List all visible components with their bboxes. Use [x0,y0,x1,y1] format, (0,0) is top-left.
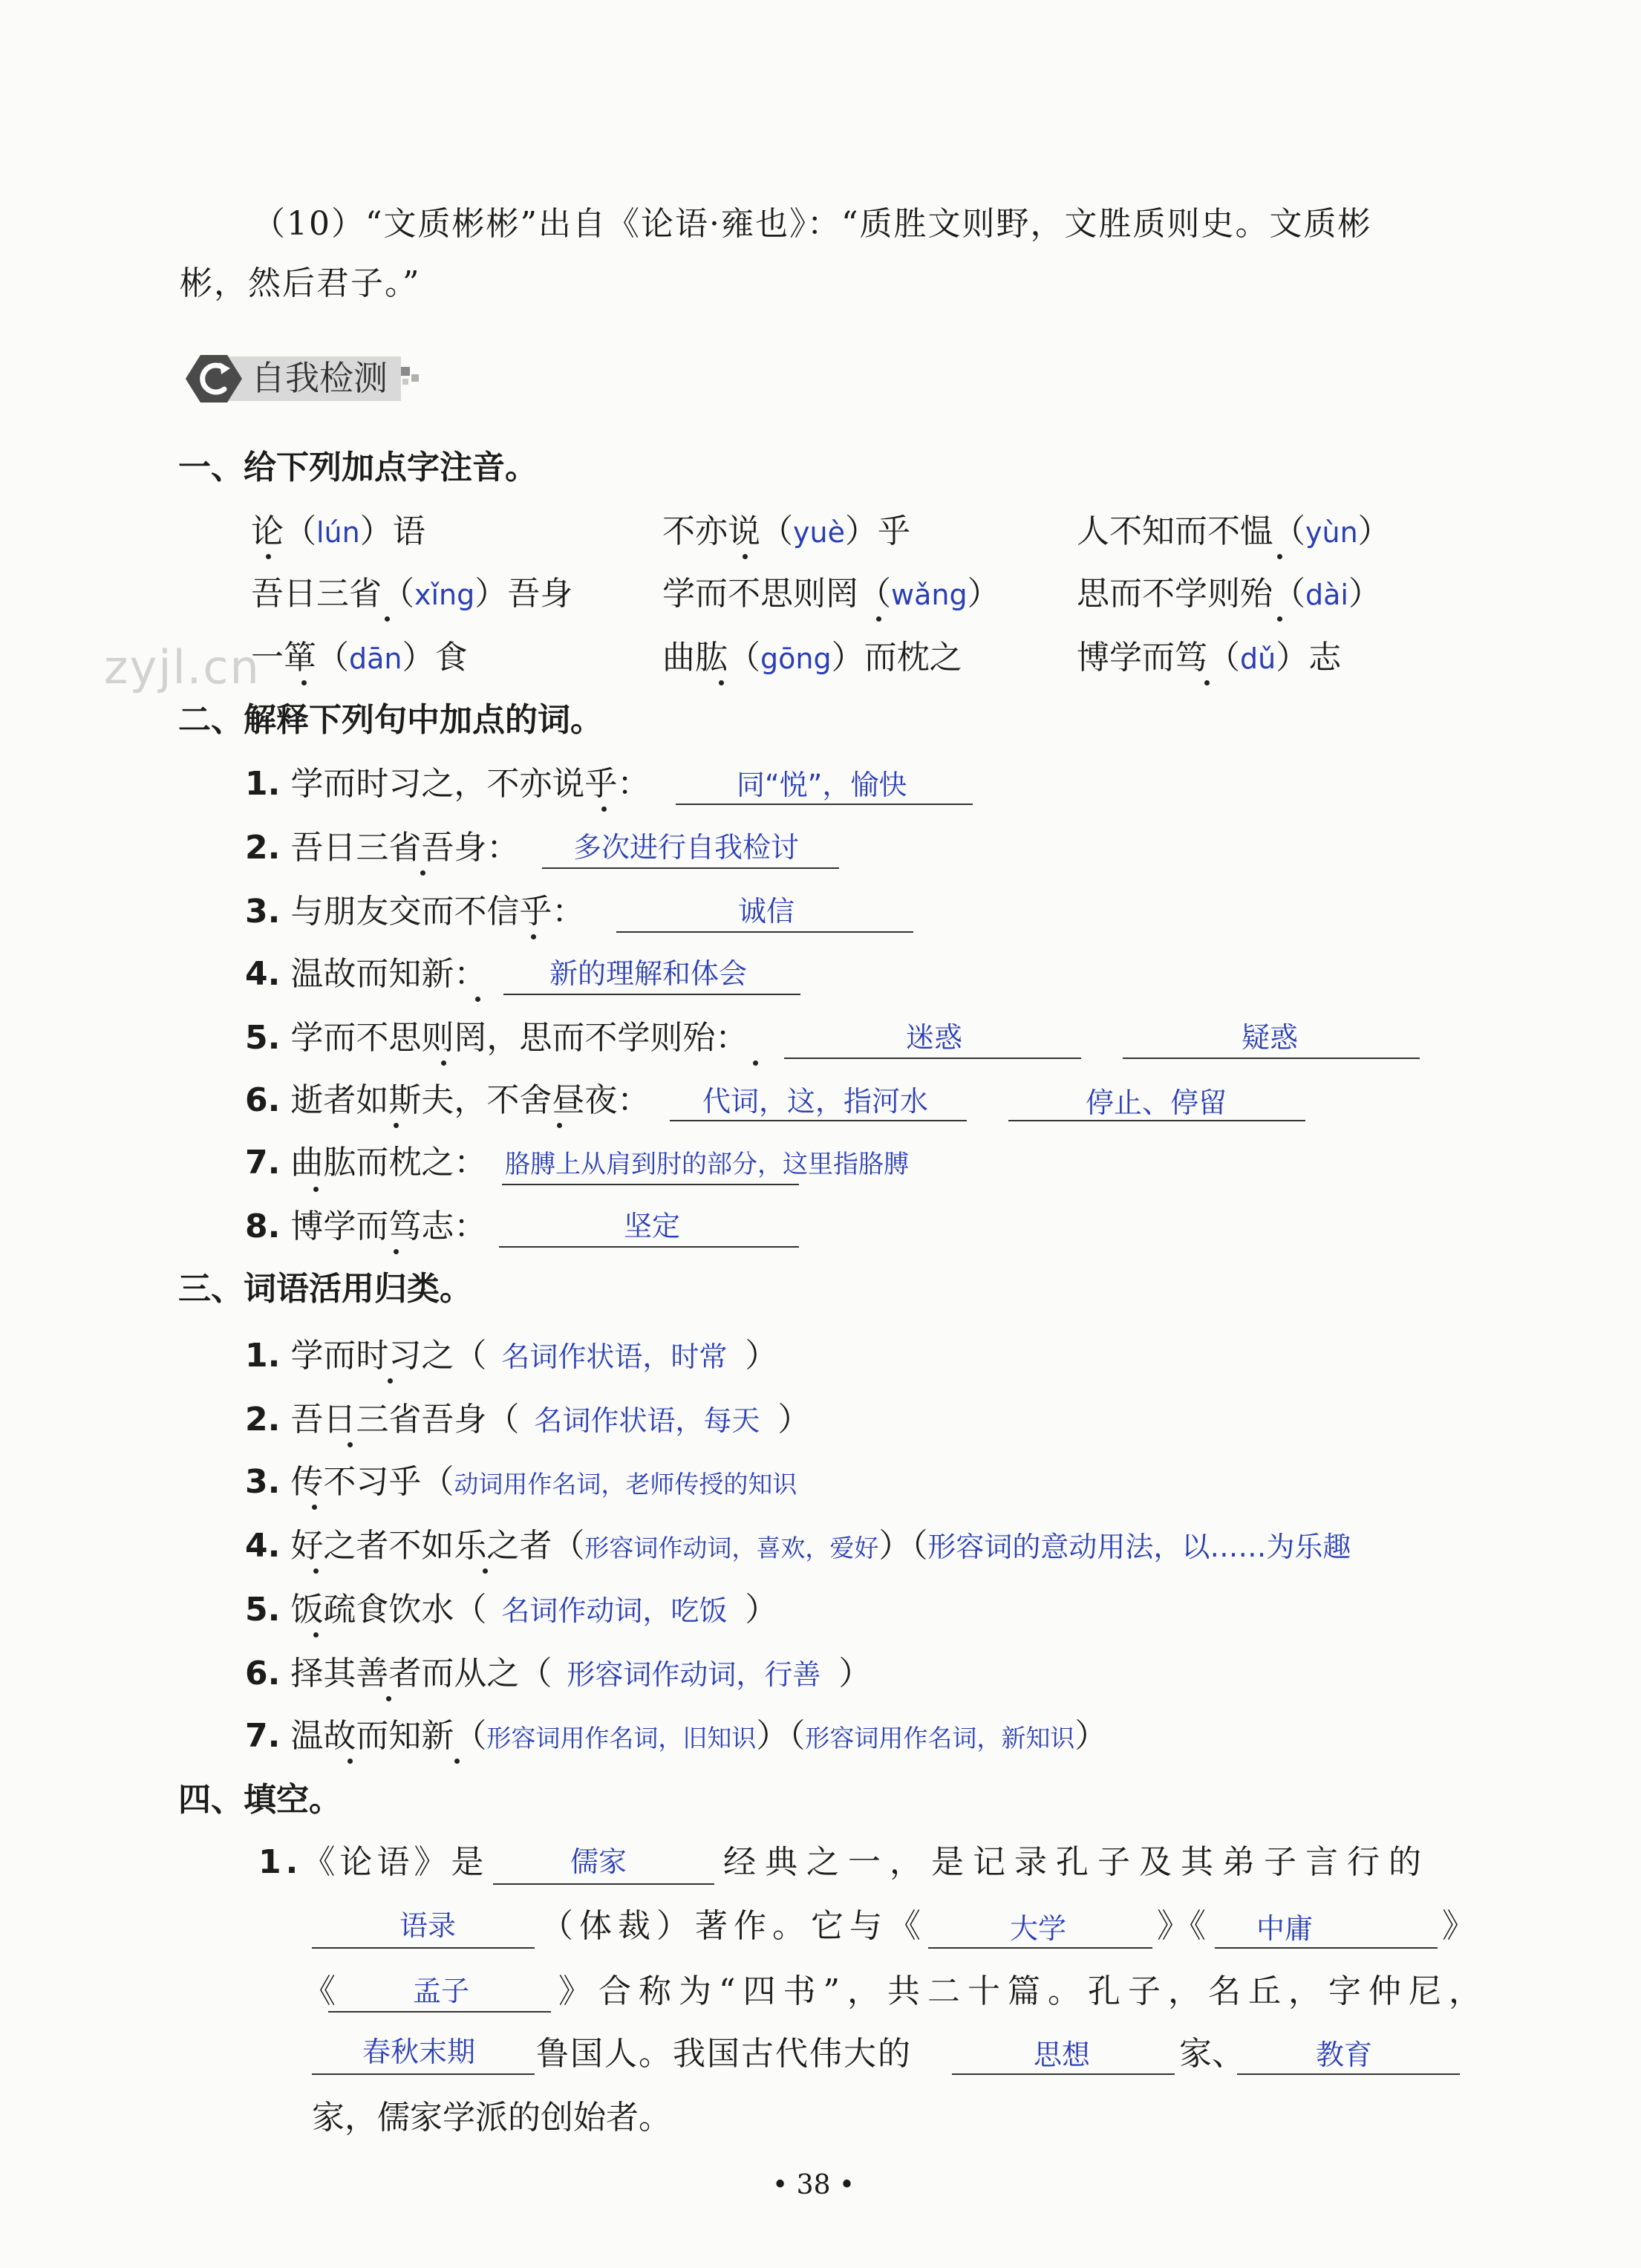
part3-item-1: 1. 学而时习之（ 名词作状语，时常 ） [245,1337,778,1375]
answer: dǔ [1240,642,1276,675]
part2-item-1: 1. 学而时习之，不亦说乎： [245,765,650,803]
emphasis-dot [313,1187,319,1192]
answer-line [542,867,839,869]
part3-item-4: 4. 好之者不如乐之者（形容词作动词，喜欢，爱好）（形容词的意动用法，以……为乐趣 [245,1527,1351,1565]
emphasis-dot [1277,554,1282,559]
answer: 动词用作名词，老师传授的知识 [454,1470,797,1499]
answer: gōng [760,642,832,675]
part2-answer-6a: 代词，这，指河水 [702,1085,929,1118]
part2-answer-7: 胳膊上从肩到肘的部分，这里指胳膊 [505,1150,909,1179]
answer-line [784,1058,1081,1059]
answer-line [676,804,973,805]
emphasis-dot [557,1123,562,1128]
part2-answer-8: 坚定 [624,1210,681,1242]
part4-answer-3: 大学 [1010,1912,1067,1945]
intro-line-1: （10）“文质彬彬”出自《论语·雍也》：“质胜文则野，文胜质则史。文质彬 [252,205,1372,243]
part4-answer-5: 孟子 [413,1975,470,2007]
part3-item-2: 2. 吾日三省吾身（ 名词作状语，每天 ） [245,1401,811,1438]
emphasis-dot [1204,680,1210,685]
part2-answer-5a: 迷惑 [906,1021,963,1054]
answer: 名词作状语，每天 [534,1404,760,1437]
pinyin-item-1: 论（lún）语 [251,512,425,550]
part4-line-4a: 鲁国人。我国古代伟大的 [536,2035,912,2073]
part2-answer-4: 新的理解和体会 [549,957,748,990]
answer: 名词作状语，时常 [501,1340,728,1373]
answer-line [499,1246,799,1248]
part2-answer-5b: 疑惑 [1242,1021,1299,1054]
part3-item-5: 5. 饭疏食饮水（ 名词作动词，吃饭 ） [245,1591,778,1629]
answer-line [928,1947,1152,1949]
part4-line-2c: 》 [1442,1907,1475,1945]
answer-line [1237,2073,1460,2075]
part4-heading: 四、填空。 [178,1781,342,1819]
part2-answer-1: 同“悦”，愉快 [737,769,907,801]
part2-item-5: 5. 学而不思则罔，思而不学则殆： [245,1019,748,1057]
answer-line [670,1120,967,1121]
answer-line [328,2011,551,2013]
emphasis-dot [394,1123,399,1128]
answer-line [1215,1947,1438,1949]
answer: lún [316,516,360,549]
part4-answer-7: 思想 [1034,2039,1091,2071]
emphasis-dot [348,1759,353,1764]
part2-item-3: 3. 与朋友交而不信乎： [245,893,585,931]
part3-heading: 三、词语活用归类。 [178,1270,472,1308]
emphasis-dot [483,1568,488,1574]
emphasis-dot [601,806,607,812]
part4-answer-2: 语录 [399,1909,457,1942]
part4-line-2b: 》《 [1157,1907,1206,1945]
pinyin-item-8: 曲肱（gōng）而枕之 [662,639,962,677]
emphasis-dot [719,680,724,685]
emphasis-dot [301,680,307,685]
part4-line-1b: 经典之一，是记录孔子及其弟子言行的 [723,1843,1430,1881]
part4-answer-6: 春秋末期 [362,2036,476,2068]
answer-line [503,994,800,995]
answer: 形容词作动词，喜欢，爱好 [584,1534,879,1562]
answer: wǎng [891,579,968,611]
pinyin-item-9: 博学而笃（dǔ）志 [1077,639,1342,677]
answer-line [312,2073,535,2075]
part4-line-2a: （体裁）著作。它与《 [541,1907,927,1945]
emphasis-dot [1277,616,1282,622]
pinyin-item-2: 不亦说（yuè）乎 [662,512,910,550]
answer: yùn [1305,516,1358,549]
part2-answer-3: 诚信 [738,895,795,928]
emphasis-dot [313,1568,319,1574]
answer: 形容词用作名词，旧知识 [486,1724,757,1753]
emphasis-dot [876,616,881,622]
emphasis-dot [388,1378,393,1384]
emphasis-dot [753,1060,758,1066]
answer: dān [349,642,402,675]
answer-line [1123,1058,1420,1059]
part3-item-3: 3. 传不习乎（动词用作名词，老师传授的知识 [245,1463,797,1501]
part4-line-5: 家，儒家学派的创始者。 [312,2099,671,2137]
answer: 形容词用作名词，新知识 [805,1724,1075,1753]
answer: 形容词的意动用法，以……为乐趣 [927,1531,1351,1563]
part2-item-2: 2. 吾日三省吾身： [245,829,520,867]
part2-item-6: 6. 逝者如斯夫，不舍昼夜： [245,1081,650,1119]
answer-line [952,2073,1175,2075]
emphasis-dot [475,997,480,1002]
self-test-title: 自我检测 [251,358,388,398]
emphasis-dot [385,616,390,622]
answer: dài [1305,579,1348,611]
part3-item-6: 6. 择其善者而从之（ 形容词作动词，行善 ） [245,1655,872,1692]
emphasis-dot [420,870,425,876]
intro-line-2: 彬，然后君子。” [180,264,421,302]
watermark: zyjl.cn [104,640,261,694]
part3-item-7: 7. 温故而知新（形容词用作名词，旧知识）（形容词用作名词，新知识） [245,1717,1108,1755]
part4-line-4b: 家、 [1179,2035,1244,2073]
answer-line [502,1184,799,1185]
part4-line-1a: 1.《论语》是 [258,1843,489,1881]
answer-line [493,1883,714,1885]
part2-answer-2: 多次进行自我检讨 [573,831,800,864]
answer-line [616,931,913,933]
part1-heading: 一、给下列加点字注音。 [178,449,538,486]
answer-line [312,1947,535,1949]
pinyin-item-6: 思而不学则殆（dài） [1077,575,1381,613]
part2-item-8: 8. 博学而笃志： [245,1208,487,1245]
pinyin-item-3: 人不知而不愠（yùn） [1077,512,1391,550]
emphasis-dot [743,554,748,559]
part4-line-3a: 《 [303,1972,336,2010]
answer: yuè [793,516,845,549]
answer: 形容词作动词，行善 [567,1658,821,1691]
emphasis-dot [394,1249,399,1254]
part4-answer-4: 中庸 [1256,1912,1314,1945]
emphasis-dot [386,1696,391,1701]
emphasis-dot [266,554,271,559]
pinyin-item-5: 学而不思则罔（wǎng） [662,575,1000,613]
emphasis-dot [454,1759,460,1764]
part4-answer-8: 教育 [1316,2039,1373,2071]
page-number: • 38 • [772,2170,855,2200]
answer: xǐng [414,579,475,611]
part2-heading: 二、解释下列句中加点的词。 [178,701,603,739]
pinyin-item-7: 一箪（dān）食 [251,639,468,677]
part4-answer-1: 儒家 [570,1845,627,1878]
part2-answer-6b: 停止、停留 [1086,1086,1227,1119]
part2-item-4: 4. 温故而知新： [245,955,487,993]
emphasis-dot [531,934,536,939]
answer: 名词作动词，吃饭 [501,1594,728,1627]
emphasis-dot [348,1442,353,1447]
emphasis-dot [441,1060,446,1066]
pinyin-item-4: 吾日三省（xǐng）吾身 [251,575,573,613]
part2-item-7: 7. 曲肱而枕之： [245,1144,487,1182]
part4-line-3b: 》合称为“四书”，共二十篇。孔子，名丘，字仲尼， [558,1972,1489,2010]
emphasis-dot [313,1632,319,1638]
emphasis-dot [312,1505,317,1510]
